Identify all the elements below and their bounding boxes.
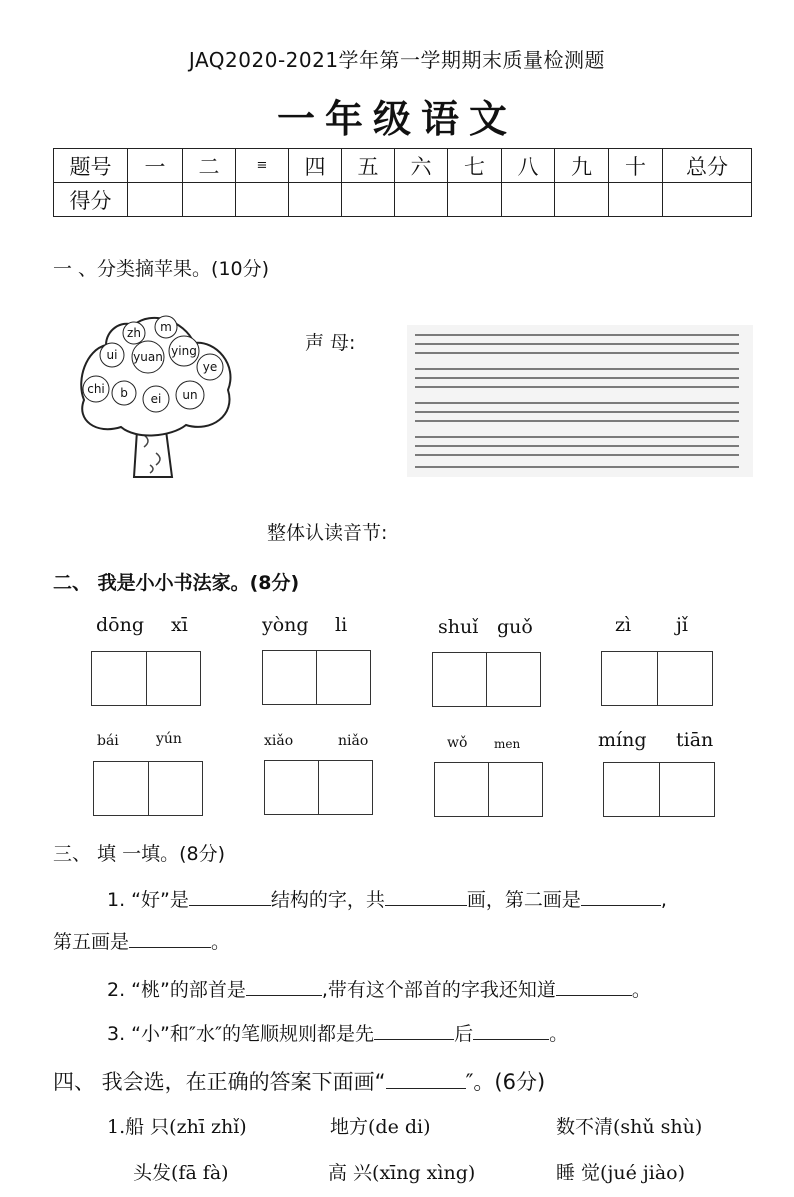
underline-sample — [386, 1066, 466, 1089]
answer-blank[interactable] — [374, 1019, 454, 1040]
answer-blank[interactable] — [385, 885, 467, 906]
answer-blank[interactable] — [581, 885, 661, 906]
score-input-row — [54, 183, 752, 217]
writing-box[interactable] — [262, 650, 371, 705]
pinyin-label: bái — [97, 733, 119, 749]
question-3 — [107, 1019, 568, 1046]
score-cell-1: 一 — [128, 149, 183, 183]
char-cell[interactable] — [263, 651, 316, 704]
score-input[interactable] — [128, 183, 183, 217]
choice-item: 1.船 只(zhī zhǐ) — [107, 1116, 247, 1138]
score-input[interactable] — [289, 183, 342, 217]
pinyin-label: zì — [615, 614, 632, 636]
apple-label: chi — [87, 382, 105, 396]
score-cell-9: 九 — [555, 149, 609, 183]
shengmu-label: 声 母: — [305, 332, 356, 354]
choice-item: 头发(fā fà) — [133, 1162, 229, 1184]
pinyin-label: tiān — [676, 729, 714, 751]
score-input[interactable] — [663, 183, 752, 217]
zhengti-label: 整体认读音节: — [267, 522, 388, 544]
char-cell[interactable] — [604, 763, 659, 816]
apple-label: ei — [150, 392, 162, 406]
pinyin-label: jǐ — [676, 614, 688, 636]
exam-title: 一年级语文 — [276, 96, 517, 141]
char-cell[interactable] — [94, 762, 148, 815]
q1-text-c: 画，第二画是 — [466, 889, 581, 911]
question-1-cont — [53, 927, 230, 954]
answer-blank[interactable] — [473, 1019, 549, 1040]
score-cell-4: 四 — [289, 149, 342, 183]
pinyin-label: niǎo — [338, 733, 369, 749]
question-2 — [107, 975, 651, 1002]
score-input[interactable] — [395, 183, 448, 217]
section1-heading: 一 、分类摘苹果。(10分) — [53, 258, 270, 280]
pinyin-label: xī — [171, 614, 188, 636]
q2-text-b: ,带有这个部首的字我还知道 — [321, 979, 556, 1001]
pinyin-label: wǒ — [447, 735, 468, 751]
apple-label: ye — [202, 360, 218, 374]
section4-heading-b: ″。(6分) — [465, 1070, 546, 1094]
pinyin-label: guǒ — [497, 616, 533, 638]
q1-text-a: 1. “好”是 — [107, 889, 189, 911]
score-input[interactable] — [183, 183, 236, 217]
char-cell[interactable] — [488, 763, 542, 816]
q3-text-c: 。 — [549, 1023, 569, 1045]
score-table — [53, 148, 752, 217]
score-row-label: 得分 — [54, 183, 128, 217]
apple-label: un — [182, 388, 198, 402]
char-cell[interactable] — [265, 761, 318, 814]
q3-text-a: 3. “小”和″水″的笔顺规则都是先 — [107, 1023, 375, 1045]
pinyin-label: men — [494, 737, 521, 751]
apple-label: b — [120, 386, 128, 400]
q1-text-e: 第五画是 — [53, 931, 130, 953]
writing-box[interactable] — [432, 652, 541, 707]
apple-label: zh — [127, 326, 141, 340]
score-input[interactable] — [236, 183, 289, 217]
writing-box[interactable] — [434, 762, 543, 817]
pinyin-label: míng — [598, 729, 647, 751]
pinyin-label: yún — [156, 731, 182, 747]
char-cell[interactable] — [316, 651, 370, 704]
choice-item: 高 兴(xīng xìng) — [328, 1162, 476, 1184]
writing-lines-area[interactable] — [407, 325, 753, 477]
score-cell-8: 八 — [502, 149, 555, 183]
writing-box[interactable] — [93, 761, 203, 816]
q1-text-d: , — [660, 889, 667, 911]
char-cell[interactable] — [602, 652, 657, 705]
q1-text-b: 结构的字，共 — [270, 889, 385, 911]
answer-blank[interactable] — [246, 975, 322, 996]
answer-blank[interactable] — [556, 975, 632, 996]
score-cell-10: 十 — [609, 149, 663, 183]
writing-box[interactable] — [601, 651, 713, 706]
char-cell[interactable] — [435, 763, 488, 816]
score-input[interactable] — [502, 183, 555, 217]
pinyin-label: dōng — [96, 614, 145, 636]
char-cell[interactable] — [92, 652, 146, 705]
exam-subtitle: JAQ2020-2021学年第一学期期末质量检测题 — [188, 48, 606, 72]
writing-box[interactable] — [264, 760, 373, 815]
char-cell[interactable] — [657, 652, 713, 705]
score-cell-3: ≡ — [236, 149, 289, 183]
char-cell[interactable] — [659, 763, 715, 816]
char-cell[interactable] — [148, 762, 203, 815]
writing-box[interactable] — [91, 651, 201, 706]
apple-label: yuan — [133, 350, 163, 364]
score-input[interactable] — [555, 183, 609, 217]
section4-heading — [53, 1066, 545, 1096]
pinyin-label: shuǐ — [438, 616, 479, 638]
score-cell-label: 题号 — [54, 149, 128, 183]
char-cell[interactable] — [486, 653, 540, 706]
apple-label: ying — [171, 344, 197, 358]
choice-item: 数不清(shǔ shù) — [556, 1116, 703, 1138]
choice-item: 睡 觉(jué jiào) — [556, 1162, 686, 1184]
section2-heading: 二、 我是小小书法家。(8分) — [53, 572, 300, 594]
q3-text-b: 后 — [454, 1023, 474, 1045]
question-1 — [107, 885, 667, 912]
pinyin-label: li — [335, 614, 348, 636]
pinyin-label: yòng — [262, 614, 309, 636]
apple-tree-illustration — [76, 305, 238, 483]
writing-box[interactable] — [603, 762, 715, 817]
score-cell-2: 二 — [183, 149, 236, 183]
choice-item: 地方(de di) — [330, 1116, 431, 1138]
apple-label: ui — [106, 348, 118, 362]
section4-heading-a: 四、 我会选，在正确的答案下面画“ — [53, 1070, 386, 1094]
score-input[interactable] — [342, 183, 395, 217]
char-cell[interactable] — [146, 652, 201, 705]
pinyin-label: xiǎo — [264, 733, 294, 749]
score-header-row — [54, 149, 752, 183]
section3-heading: 三、 填 一填。(8分) — [53, 843, 225, 865]
score-cell-5: 五 — [342, 149, 395, 183]
answer-blank[interactable] — [129, 927, 211, 948]
score-cell-6: 六 — [395, 149, 448, 183]
answer-blank[interactable] — [189, 885, 271, 906]
q1-text-f: 。 — [211, 931, 231, 953]
score-input[interactable] — [609, 183, 663, 217]
q2-text-a: 2. “桃”的部首是 — [107, 979, 246, 1001]
apple-label: m — [160, 320, 172, 334]
score-input[interactable] — [448, 183, 502, 217]
char-cell[interactable] — [318, 761, 372, 814]
q2-text-c: 。 — [631, 979, 651, 1001]
score-cell-total: 总分 — [663, 149, 752, 183]
char-cell[interactable] — [433, 653, 486, 706]
score-cell-7: 七 — [448, 149, 502, 183]
